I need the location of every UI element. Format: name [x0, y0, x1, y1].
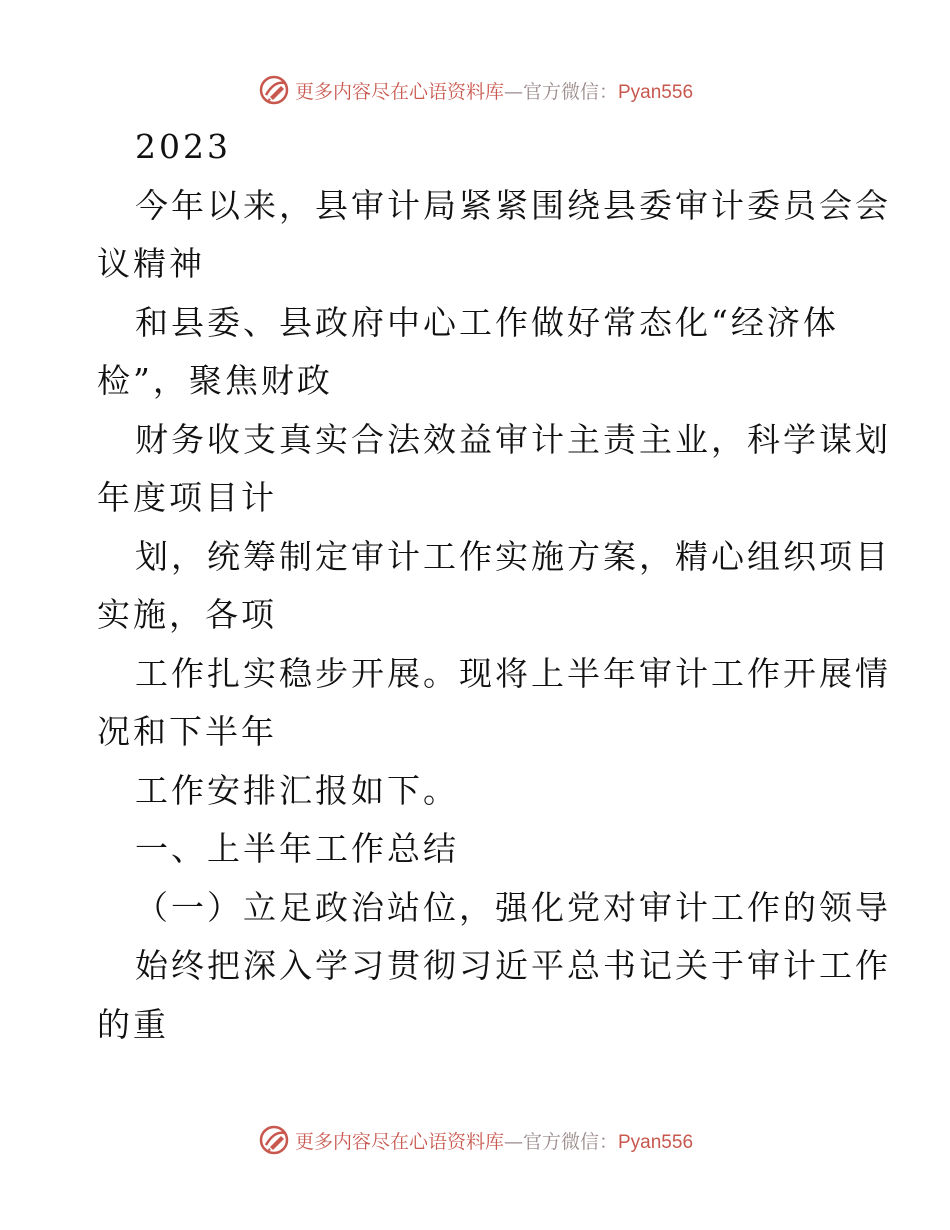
- text-line: 财务收支真实合法效益审计主责主业，科学谋划: [135, 419, 891, 459]
- text-line: （一）立足政治站位，强化党对审计工作的领导: [135, 887, 891, 927]
- banner-wechat-id: Pyan556: [618, 81, 694, 103]
- header-watermark-text: [295, 77, 693, 104]
- pen-logo-icon: [257, 73, 291, 107]
- text-line: 工作安排汇报如下。: [135, 770, 459, 810]
- text-line: 年度项目计: [97, 478, 277, 517]
- footer-watermark-text: [295, 1127, 693, 1154]
- text-line: 一、上半年工作总结: [135, 829, 459, 868]
- pen-logo-icon: [257, 1123, 291, 1157]
- footer-watermark-banner: [0, 1120, 950, 1160]
- banner-wechat-label: —官方微信：: [503, 1130, 618, 1153]
- text-line: 检”，聚焦财政: [97, 361, 333, 400]
- banner-wechat-id: Pyan556: [618, 1131, 694, 1153]
- text-line: 今年以来，县审计局紧紧围绕县委审计委员会会: [135, 185, 891, 225]
- text-line: 工作扎实稳步开展。现将上半年审计工作开展情: [135, 653, 891, 693]
- banner-main-text: 更多内容尽在心语资料库: [294, 80, 504, 103]
- banner-main-text: 更多内容尽在心语资料库: [294, 1130, 504, 1153]
- header-watermark-banner: [0, 70, 950, 110]
- text-line: 和县委、县政府中心工作做好常态化“经济体: [135, 302, 839, 342]
- text-line: 2023: [135, 127, 231, 166]
- text-line: 议精神: [97, 244, 205, 283]
- banner-wechat-label: —官方微信：: [503, 80, 618, 103]
- text-line: 划，统筹制定审计工作实施方案，精心组织项目: [135, 536, 891, 576]
- text-line: 况和下半年: [97, 712, 277, 751]
- document-body: [97, 118, 891, 1054]
- text-line: 始终把深入学习贯彻习近平总书记关于审计工作: [135, 946, 891, 985]
- text-line: 实施，各项: [97, 595, 277, 634]
- text-line: 的重: [97, 1004, 169, 1044]
